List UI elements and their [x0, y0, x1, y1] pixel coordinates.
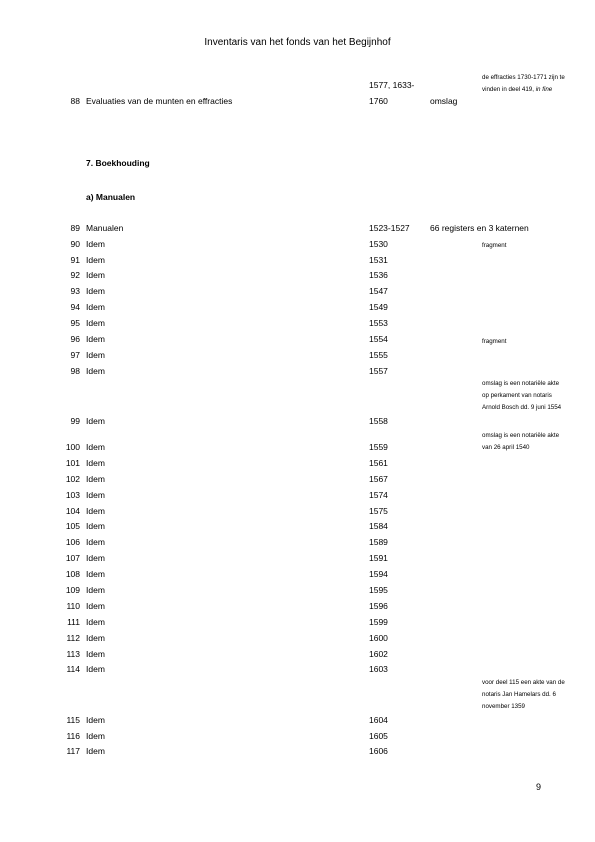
entry-extent: omslag [430, 96, 458, 106]
entry-note [482, 72, 567, 96]
entry-date-line1: 1577, 1633- [369, 80, 415, 90]
entry-note-text: de effracties 1730-1771 zijn te vinden in deel 419, [482, 74, 565, 93]
entry-title: Idem [86, 746, 105, 756]
entry-note: fragment [482, 338, 507, 345]
entry-title: Idem [86, 255, 105, 265]
entry-date: 1536 [369, 270, 388, 280]
entry-title: Idem [86, 617, 105, 627]
entry-date: 1596 [369, 601, 388, 611]
entry-number: 114 [66, 664, 80, 674]
entry-date: 1561 [369, 458, 388, 468]
entry-title: Idem [86, 416, 105, 426]
entry-date: 1558 [369, 416, 388, 426]
entry-title: Idem [86, 458, 105, 468]
entry-number: 112 [66, 633, 80, 643]
entry-date: 1574 [369, 490, 388, 500]
entry-date: 1559 [369, 442, 388, 452]
entry-number: 115 [66, 715, 80, 725]
entry-date: 1547 [369, 286, 388, 296]
entry-number: 92 [70, 270, 80, 280]
entry-title: Idem [86, 633, 105, 643]
page-number: 9 [536, 782, 542, 792]
entry-number: 106 [65, 537, 80, 547]
entry-date: 1602 [369, 649, 388, 659]
entry-number: 95 [70, 318, 80, 328]
entry-number: 107 [65, 553, 80, 563]
section-subheading: a) Manualen [86, 192, 136, 202]
entry-date: 1557 [369, 366, 388, 376]
entry-date: 1549 [369, 302, 388, 312]
entry-note: voor deel 115 een akte van de notaris Jan Hamelars dd. 6 november 1359 [482, 679, 565, 710]
entry-number: 93 [70, 286, 80, 296]
entry-number: 116 [66, 731, 80, 741]
entry-number: 96 [70, 334, 80, 344]
entry-title: Idem [86, 553, 105, 563]
entry-number: 108 [65, 569, 80, 579]
entry-title: Evaluaties van de munten en effracties [86, 96, 233, 106]
entry-number: 91 [70, 255, 80, 265]
entry-title: Idem [86, 474, 105, 484]
entry-number: 110 [66, 601, 80, 611]
entry-date: 1555 [369, 350, 388, 360]
entry-extent: 66 registers en 3 katernen [430, 223, 529, 233]
entry-date: 1523-1527 [369, 223, 410, 233]
entry-title: Idem [86, 506, 105, 516]
entry-title: Idem [86, 286, 105, 296]
entry-number: 109 [65, 585, 80, 595]
entry-date: 1554 [369, 334, 388, 344]
entry-date: 1603 [369, 664, 388, 674]
entry-date: 1591 [369, 553, 388, 563]
entry-title: Manualen [86, 223, 124, 233]
entry-date: 1589 [369, 537, 388, 547]
entry-number: 90 [70, 239, 80, 249]
entry-title: Idem [86, 569, 105, 579]
entry-number: 97 [70, 350, 80, 360]
entry-date: 1567 [369, 474, 388, 484]
entry-title: Idem [86, 318, 105, 328]
entry-number: 111 [67, 617, 80, 627]
entry-title: Idem [86, 585, 105, 595]
entry-number: 104 [65, 506, 80, 516]
entry-date: 1584 [369, 521, 388, 531]
entry-number: 98 [70, 366, 80, 376]
entry-note-italic: in fine [535, 86, 553, 93]
entry-date: 1530 [369, 239, 388, 249]
entry-title: Idem [86, 664, 105, 674]
entry-title: Idem [86, 442, 105, 452]
entry-title: Idem [86, 649, 105, 659]
entry-date: 1605 [369, 731, 388, 741]
entry-date: 1531 [369, 255, 388, 265]
entry-title: Idem [86, 270, 105, 280]
entry-title: Idem [86, 302, 105, 312]
entry-date: 1595 [369, 585, 388, 595]
entry-date: 1599 [369, 617, 388, 627]
entry-date: 1594 [369, 569, 388, 579]
entry-date: 1604 [369, 715, 388, 725]
entry-number: 101 [65, 458, 80, 468]
entry-title: Idem [86, 521, 105, 531]
entry-date: 1600 [369, 633, 388, 643]
entry-title: Idem [86, 731, 105, 741]
entry-title: Idem [86, 601, 105, 611]
entry-number: 105 [65, 521, 80, 531]
page-header-title: Inventaris van het fonds van het Begijnhof [204, 37, 391, 48]
entry-title: Idem [86, 366, 105, 376]
entry-note: omslag is een notariële akte op perkament van notaris Arnold Bosch dd. 9 juni 1554 [482, 380, 562, 411]
entry-number: 113 [66, 649, 80, 659]
entry-note: omslag is een notariële akte van 26 april 1540 [482, 432, 560, 451]
section-heading: 7. Boekhouding [86, 158, 150, 168]
entry-date-line2: 1760 [369, 96, 388, 106]
entry-number: 88 [70, 96, 80, 106]
entry-number: 89 [70, 223, 80, 233]
entry-date: 1553 [369, 318, 388, 328]
entry-number: 102 [65, 474, 80, 484]
entry-title: Idem [86, 490, 105, 500]
entry-number: 100 [65, 442, 80, 452]
entry-title: Idem [86, 334, 105, 344]
entry-title: Idem [86, 239, 105, 249]
entry-number: 103 [65, 490, 80, 500]
entry-title: Idem [86, 715, 105, 725]
entry-title: Idem [86, 350, 105, 360]
entry-note: fragment [482, 242, 507, 249]
entry-number: 117 [66, 746, 80, 756]
entry-title: Idem [86, 537, 105, 547]
entry-date: 1575 [369, 506, 388, 516]
entry-number: 99 [70, 416, 80, 426]
entry-number: 94 [70, 302, 80, 312]
entry-date: 1606 [369, 746, 388, 756]
